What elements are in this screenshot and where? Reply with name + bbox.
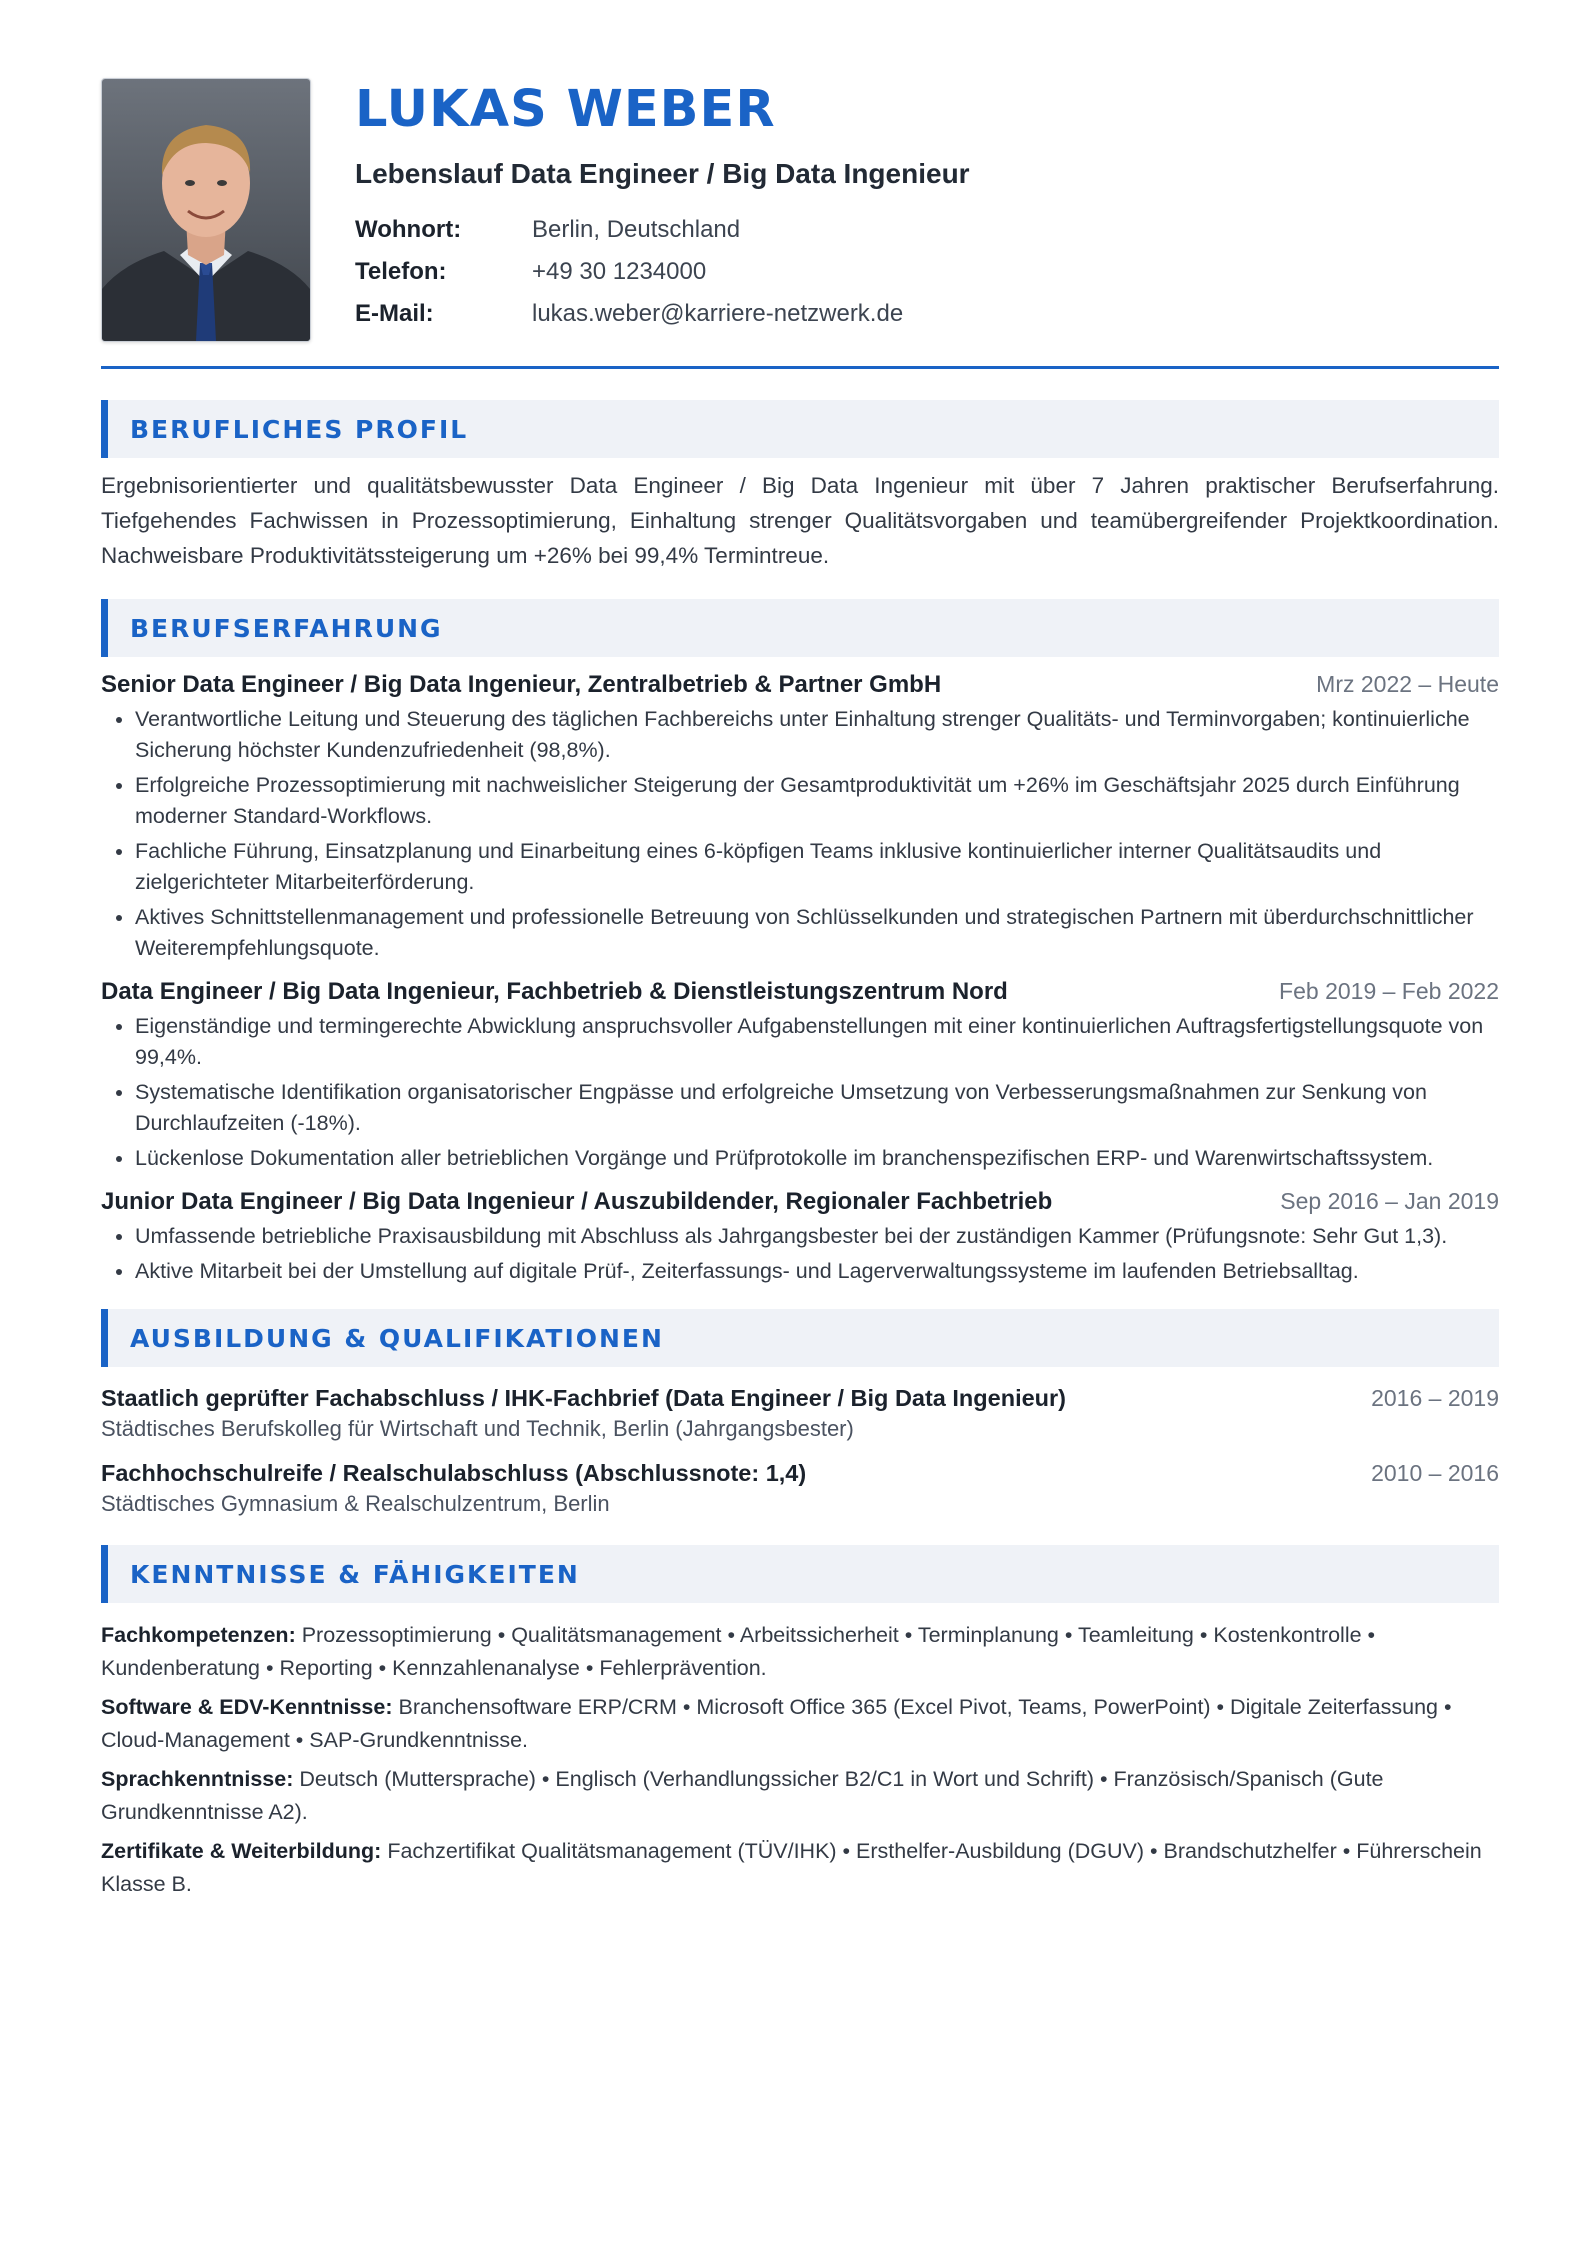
candidate-name: LUKAS WEBER [355,80,776,139]
education-header [101,1460,1499,1487]
job-header [101,978,1499,1006]
job-bullet: • Verantwortliche Leitung und Steuerung des täglichen Fachbereichs unter Einhaltung strenger Qualitäts- und Terminvorgaben; kontinuierliche Sicherung höchster Kundenzufriedenheit (98,8%). [135,704,1499,766]
section-heading-text: BERUFLICHES PROFIL [130,414,469,444]
job-entry [101,671,1499,964]
job-header [101,1188,1499,1216]
job-bullets [101,1221,1499,1287]
job-bullet: • Aktives Schnittstellenmanagement und professionelle Betreuung von Schlüsselkunden und strategischen Partnern mit überdurchschnittlicher Weiterempfehlungsquote. [135,902,1499,964]
skill-label: Sprachkenntnisse: [101,1767,294,1791]
header-divider [101,366,1499,369]
job-title: Junior Data Engineer / Big Data Ingenieur / Auszubildender, Regionaler Fachbetrieb [101,1188,1053,1215]
contact-label: Wohnort: [355,215,462,243]
resume-header [101,78,1499,370]
job-bullet: • Fachliche Führung, Einsatzplanung und Einarbeitung eines 6-köpfigen Teams inklusive kontinuierlicher interner Qualitätsaudits und zielgerichteter Mitarbeiterförderung. [135,836,1499,898]
skill-item [101,1835,1499,1901]
job-entry [101,978,1499,1174]
skill-text: Deutsch (Muttersprache) • Englisch (Verhandlungssicher B2/C1 in Wort und Schrift) • Französisch/Spanisch (Gute Grundkenntnisse A2). [101,1767,1384,1824]
job-title: Senior Data Engineer / Big Data Ingenieur, Zentralbetrieb & Partner GmbH [101,671,942,698]
job-title: Data Engineer / Big Data Ingenieur, Fachbetrieb & Dienstleistungszentrum Nord [101,978,1008,1005]
section-heading-skills [101,1545,1499,1603]
skills-list [101,1619,1499,1901]
job-bullet: • Lückenlose Dokumentation aller betrieblichen Vorgänge und Prüfprotokolle im branchenspezifischen ERP- und Warenwirtschaftssystem. [135,1143,1499,1174]
section-heading-text: AUSBILDUNG & QUALIFIKATIONEN [130,1323,664,1353]
skill-text: Branchensoftware ERP/CRM • Microsoft Office 365 (Excel Pivot, Teams, PowerPoint) • Digitale Zeiterfassung • Cloud-Management • SAP-Grundkenntnisse. [101,1695,1452,1752]
skill-label: Zertifikate & Weiterbildung: [101,1839,382,1863]
section-heading-text: BERUFSERFAHRUNG [130,613,443,643]
education-header [101,1385,1499,1412]
education-entry [101,1385,1499,1442]
skill-text: Fachzertifikat Qualitätsmanagement (TÜV/IHK) • Ersthelfer-Ausbildung (DGUV) • Brandschutzhelfer • Führerschein Klasse B. [101,1839,1482,1896]
job-bullet: • Systematische Identifikation organisatorischer Engpässe und erfolgreiche Umsetzung von Verbesserungsmaßnahmen zur Senkung von Durchlaufzeiten (-18%). [135,1077,1499,1139]
contact-row-location [355,209,1499,251]
skill-label: Software & EDV-Kenntnisse: [101,1695,393,1719]
contact-label: Telefon: [355,257,447,285]
skill-text: Prozessoptimierung • Qualitätsmanagement • Arbeitssicherheit • Terminplanung • Teamleitung • Kostenkontrolle • Kundenberatung • Reporting • Kennzahlenanalyse • Fehlerprävention. [101,1623,1376,1680]
education-entry [101,1460,1499,1517]
education-date: 2016 – 2019 [1371,1385,1499,1411]
resume-content [101,78,1499,1907]
job-date: Sep 2016 – Jan 2019 [1280,1188,1499,1214]
profile-text: Ergebnisorientierter und qualitätsbewusster Data Engineer / Big Data Ingenieur mit über 7 Jahren praktischer Berufserfahrung. Tiefgehendes Fachwissen in Prozessoptimierung, Einhaltung strenger Qualitätsvorgaben und teamübergreifender Projektkoordination. Nachweisbare Produktivitätssteigerung um +26% bei 99,4% Termintreue. [101,473,1499,568]
skill-item [101,1619,1499,1685]
job-date: Mrz 2022 – Heute [1316,671,1499,697]
contact-value: +49 30 1234000 [532,257,707,285]
section-heading-profile [101,400,1499,458]
education-school: Städtisches Gymnasium & Realschulzentrum, Berlin [101,1491,610,1516]
resume-subtitle: Lebenslauf Data Engineer / Big Data Ingenieur [355,158,970,189]
contact-row-phone [355,251,1499,293]
section-heading-education [101,1309,1499,1367]
contact-row-email [355,293,1499,335]
contact-label: E-Mail: [355,299,434,327]
job-bullet: • Erfolgreiche Prozessoptimierung mit nachweislicher Steigerung der Gesamtproduktivität um +26% im Geschäftsjahr 2025 durch Einführung moderner Standard-Workflows. [135,770,1499,832]
contact-value: Berlin, Deutschland [532,215,741,243]
job-bullet: • Eigenständige und termingerechte Abwicklung anspruchsvoller Aufgabenstellungen mit einer kontinuierlichen Auftragsfertigstellungsquote von 99,4%. [135,1011,1499,1073]
section-heading-text: KENNTNISSE & FÄHIGKEITEN [130,1559,580,1589]
job-bullet: • Aktive Mitarbeit bei der Umstellung auf digitale Prüf-, Zeiterfassungs- und Lagerverwaltungssysteme im laufenden Betriebsalltag. [135,1256,1499,1287]
education-title: Fachhochschulreife / Realschulabschluss (Abschlussnote: 1,4) [101,1460,807,1486]
contact-block [355,209,1499,335]
job-bullet: • Umfassende betriebliche Praxisausbildung mit Abschluss als Jahrgangsbester bei der zuständigen Kammer (Prüfungsnote: Sehr Gut 1,3). [135,1221,1499,1252]
education-title: Staatlich geprüfter Fachabschluss / IHK-Fachbrief (Data Engineer / Big Data Ingenieur) [101,1385,1066,1411]
education-date: 2010 – 2016 [1371,1460,1499,1486]
job-entry [101,1188,1499,1287]
job-bullets [101,1011,1499,1174]
job-header [101,671,1499,699]
skill-label: Fachkompetenzen: [101,1623,296,1647]
profile-photo [101,78,311,342]
skill-item [101,1763,1499,1829]
section-heading-experience [101,599,1499,657]
contact-value: lukas.weber@karriere-netzwerk.de [532,299,904,327]
header-text [355,78,1499,335]
skill-item [101,1691,1499,1757]
job-bullets [101,704,1499,964]
education-school: Städtisches Berufskolleg für Wirtschaft und Technik, Berlin (Jahrgangsbester) [101,1416,854,1441]
job-date: Feb 2019 – Feb 2022 [1279,978,1499,1004]
